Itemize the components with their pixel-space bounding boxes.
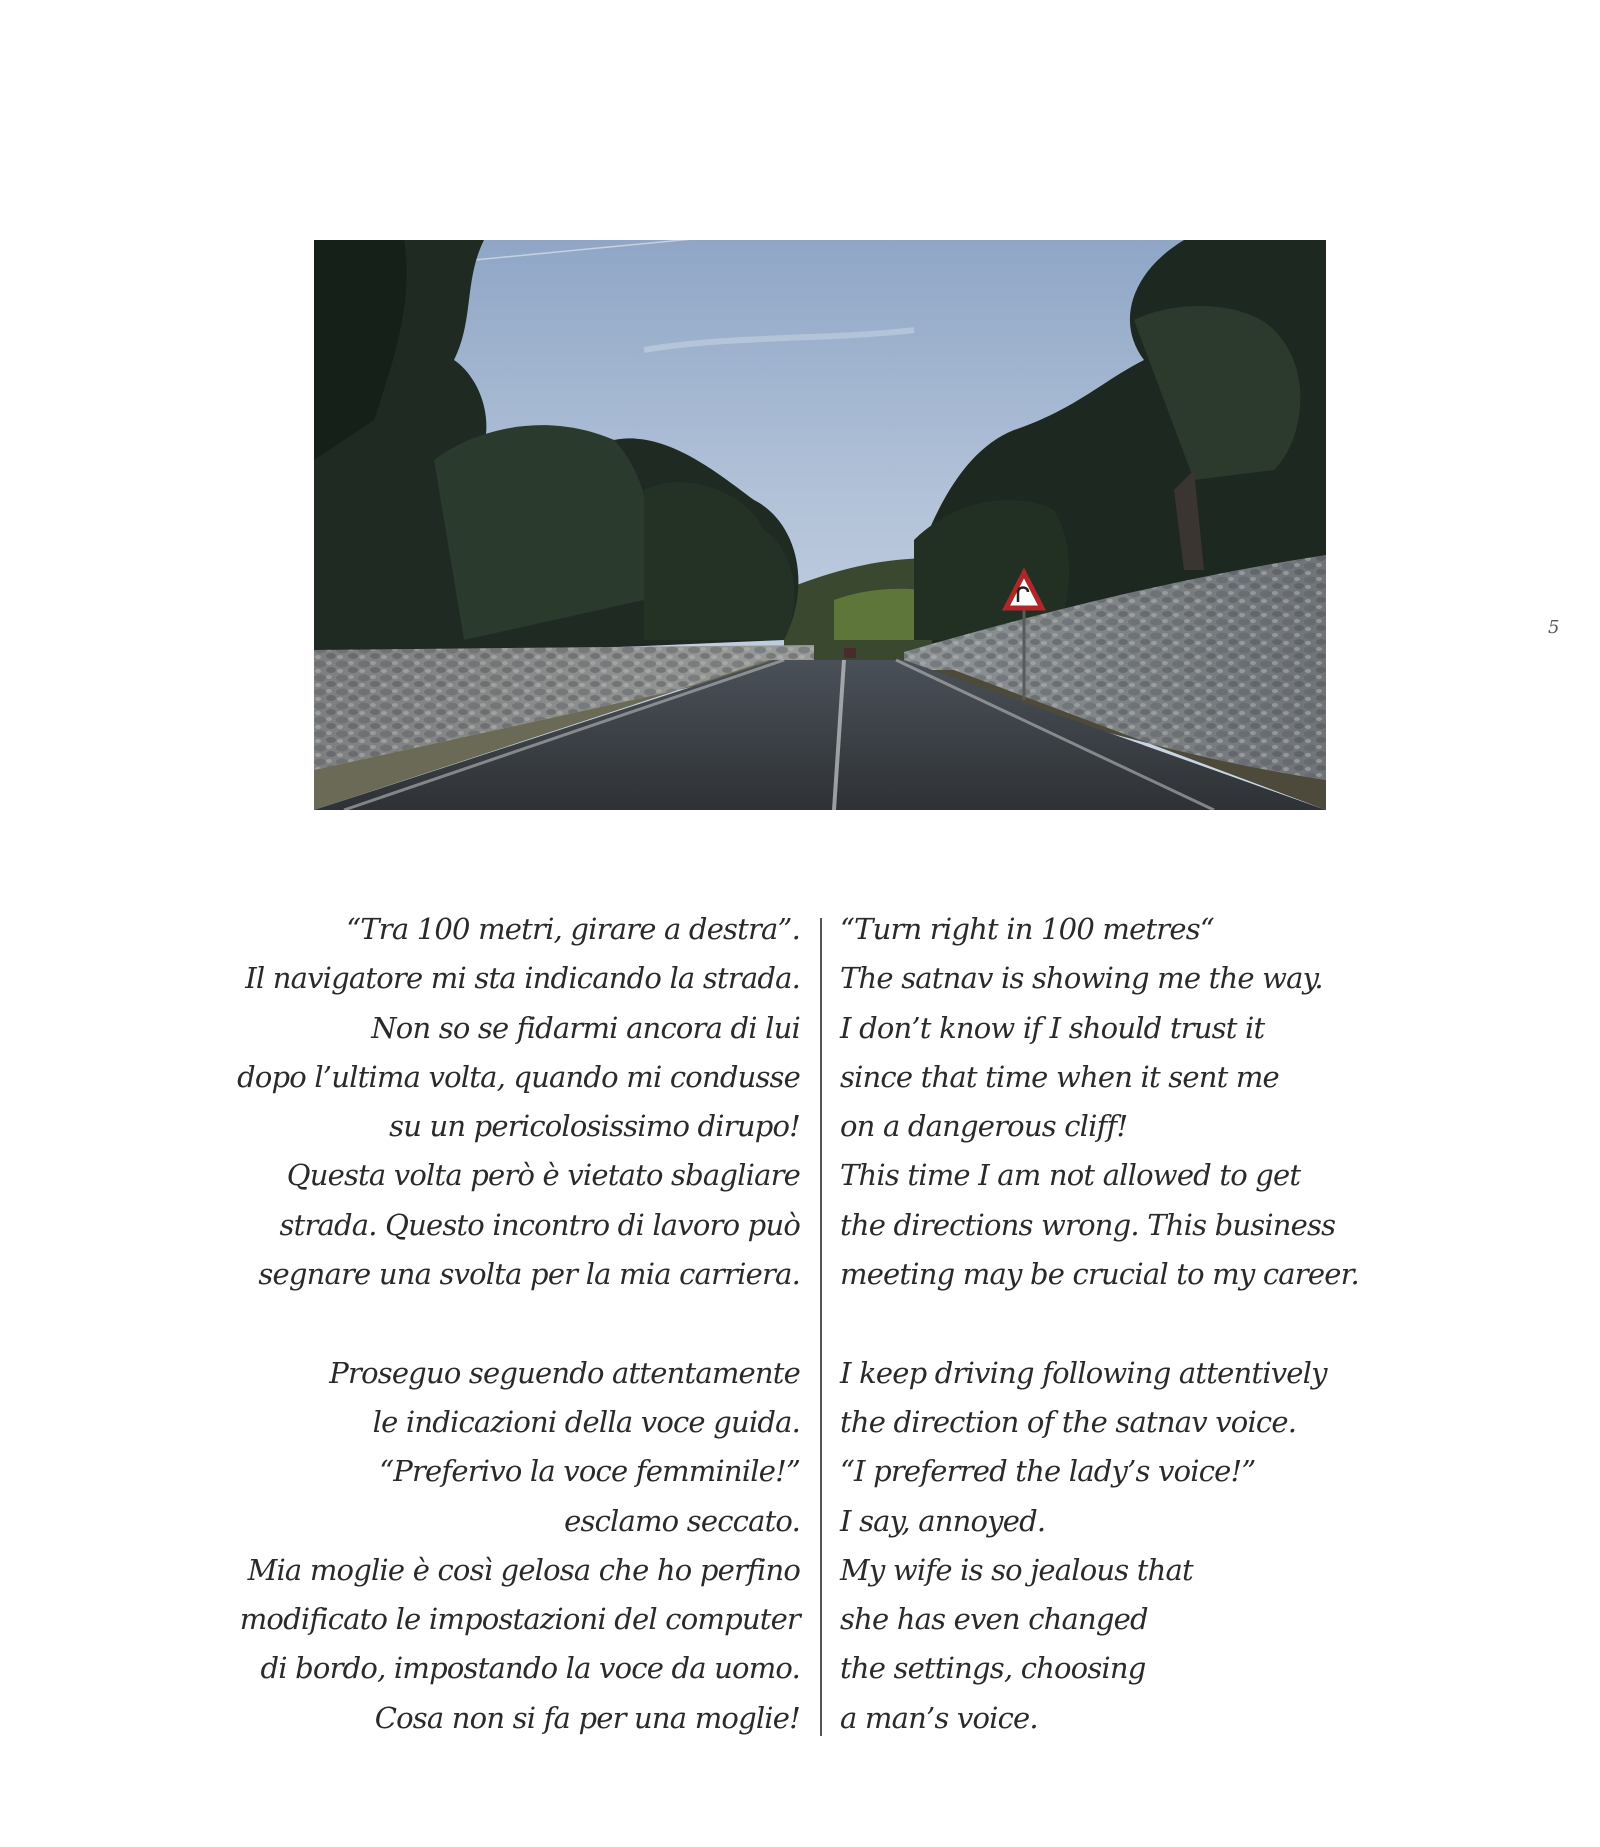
english-line: meeting may be crucial to my career.: [840, 1257, 1359, 1292]
english-line: she has even changed: [840, 1602, 1148, 1637]
italian-line: le indicazioni della voce guida.: [372, 1404, 800, 1439]
english-line: the directions wrong. This business: [840, 1207, 1336, 1242]
english-line: I say, annoyed.: [840, 1503, 1046, 1538]
english-line: My wife is so jealous that: [840, 1552, 1193, 1587]
page-number: 5: [1548, 617, 1560, 638]
english-line: “I preferred the lady’s voice!”: [840, 1454, 1256, 1489]
italian-text: [237, 905, 800, 1743]
english-line: on a dangerous cliff!: [840, 1109, 1128, 1144]
english-text: [840, 905, 1359, 1743]
italian-line: modificato le impostazioni del computer: [239, 1602, 800, 1637]
english-line: The satnav is showing me the way.: [840, 961, 1323, 996]
english-line: a man’s voice.: [840, 1700, 1038, 1735]
italian-line: Cosa non si fa per una moglie!: [374, 1700, 800, 1735]
paragraph-gap: [840, 1299, 1359, 1348]
english-line: the direction of the satnav voice.: [840, 1404, 1297, 1439]
english-line: I don’t know if I should trust it: [840, 1010, 1265, 1045]
english-line: since that time when it sent me: [840, 1059, 1279, 1094]
italian-line: “Preferivo la voce femminile!”: [379, 1454, 800, 1489]
italian-line: Il navigatore mi sta indicando la strada.: [245, 961, 800, 996]
italian-line: Mia moglie è così gelosa che ho perfino: [247, 1552, 800, 1587]
italian-line: di bordo, impostando la voce da uomo.: [260, 1651, 800, 1686]
column-divider: [820, 918, 822, 1736]
italian-line: strada. Questo incontro di lavoro può: [279, 1207, 800, 1242]
italian-line: esclamo seccato.: [564, 1503, 800, 1538]
italian-line: “Tra 100 metri, girare a destra”.: [346, 912, 800, 946]
english-line: the settings, choosing: [840, 1651, 1146, 1686]
english-line: I keep driving following attentively: [840, 1355, 1327, 1390]
english-line: This time I am not allowed to get: [840, 1158, 1301, 1193]
italian-line: Proseguo seguendo attentamente: [329, 1355, 800, 1390]
road-photo: [314, 240, 1326, 810]
italian-line: segnare una svolta per la mia carriera.: [258, 1257, 800, 1292]
italian-line: Non so se fidarmi ancora di lui: [371, 1010, 800, 1045]
italian-line: dopo l’ultima volta, quando mi condusse: [237, 1059, 800, 1094]
paragraph-gap: [237, 1299, 800, 1348]
italian-line: su un pericolosissimo dirupo!: [389, 1109, 800, 1144]
italian-line: Questa volta però è vietato sbagliare: [286, 1158, 800, 1193]
english-line: “Turn right in 100 metres“: [840, 912, 1214, 946]
